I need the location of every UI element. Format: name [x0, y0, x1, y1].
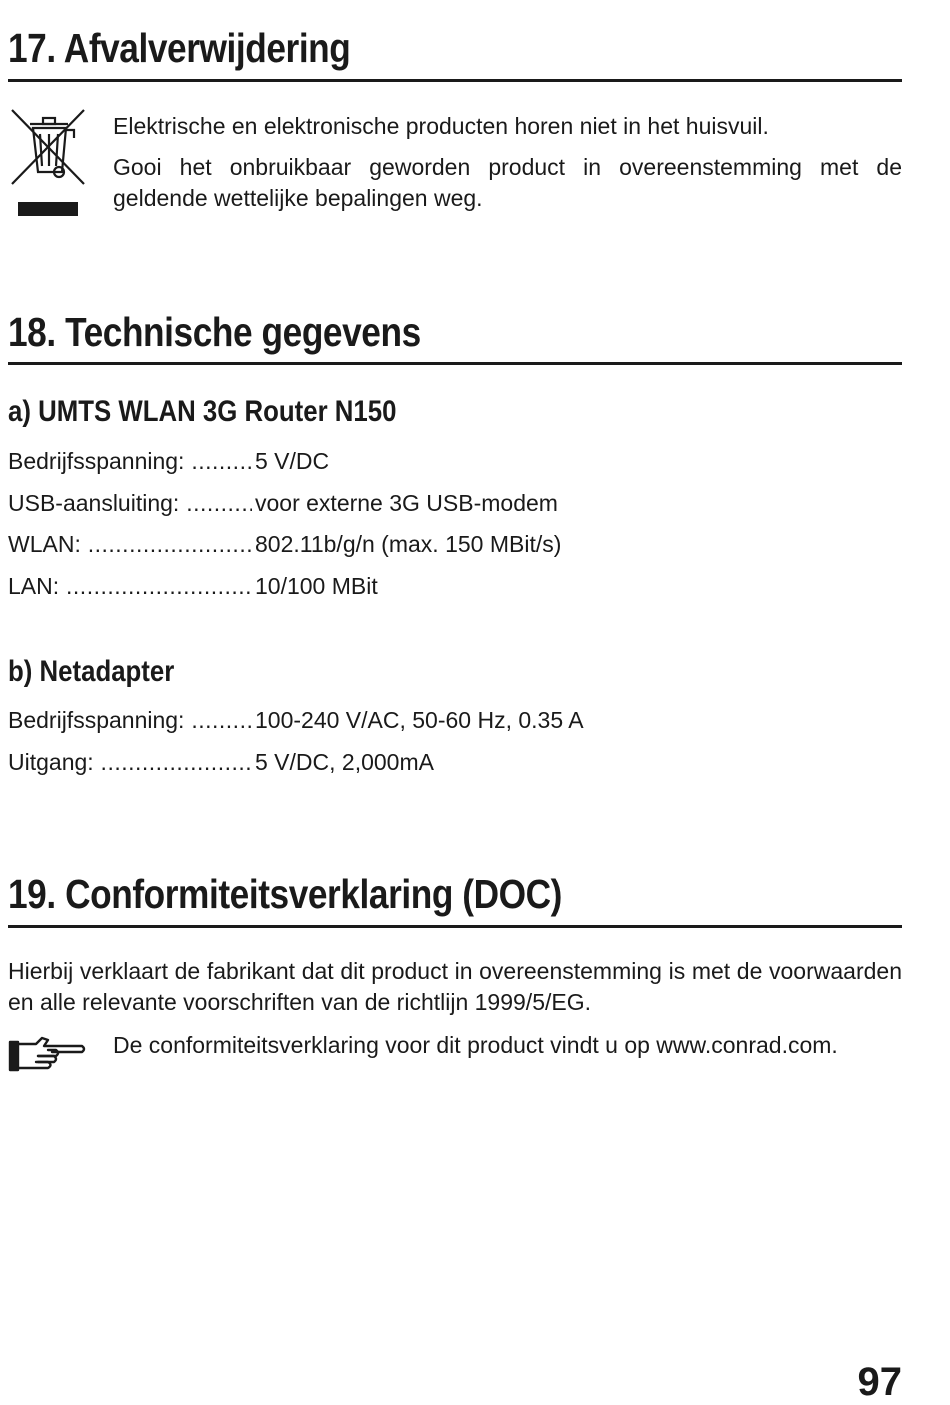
spec-value: 100-240 V/AC, 50-60 Hz, 0.35 A	[255, 707, 584, 733]
spec-label: Bedrijfsspanning: .....	[8, 705, 252, 735]
section-17-rule	[8, 79, 902, 82]
section-19-rule	[8, 925, 902, 928]
section-18-rule	[8, 362, 902, 365]
spec-value: 5 V/DC, 2,000mA	[255, 749, 434, 775]
section-17-heading: 17. Afvalverwijdering	[8, 25, 351, 71]
page-number: 97	[857, 1360, 902, 1404]
spec-label: Bedrijfsspanning: .....	[8, 446, 252, 476]
disposal-paragraph-2: Gooi het onbruikbaar geworden product in overeenstemming met de geldende wettelijke bepalingen weg.	[113, 154, 902, 211]
spec-value: 802.11b/g/n (max. 150 MBit/s)	[255, 531, 562, 557]
section-18-heading: 18. Technische gegevens	[8, 309, 421, 355]
conformity-note: De conformiteitsverklaring voor dit product vindt u op www.conrad.com.	[113, 1032, 838, 1058]
conformity-paragraph: Hierbij verklaart de fabrikant dat dit product in overeenstemming is met de voorwaarden en alle relevante voorschriften van de richtlijn 1999/5/EG.	[8, 958, 902, 1015]
spec-label: USB-aansluiting: .....	[8, 488, 252, 518]
spec-label: WLAN: .....	[8, 529, 252, 559]
disposal-paragraph-1: Elektrische en elektronische producten horen niet in het huisvuil.	[113, 113, 769, 139]
section-19-heading: 19. Conformiteitsverklaring (DOC)	[8, 871, 563, 917]
spec-value: voor externe 3G USB-modem	[255, 490, 558, 516]
spec-value: 10/100 MBit	[255, 573, 378, 599]
pointing-hand-icon	[8, 1034, 88, 1074]
subsection-b-heading: b) Netadapter	[8, 655, 175, 688]
subsection-a-heading: a) UMTS WLAN 3G Router N150	[8, 395, 397, 428]
spec-label: Uitgang: .....	[8, 747, 252, 777]
spec-label: LAN: .....	[8, 571, 252, 601]
crossed-out-wheelie-bin-icon	[10, 108, 86, 218]
spec-value: 5 V/DC	[255, 448, 330, 474]
